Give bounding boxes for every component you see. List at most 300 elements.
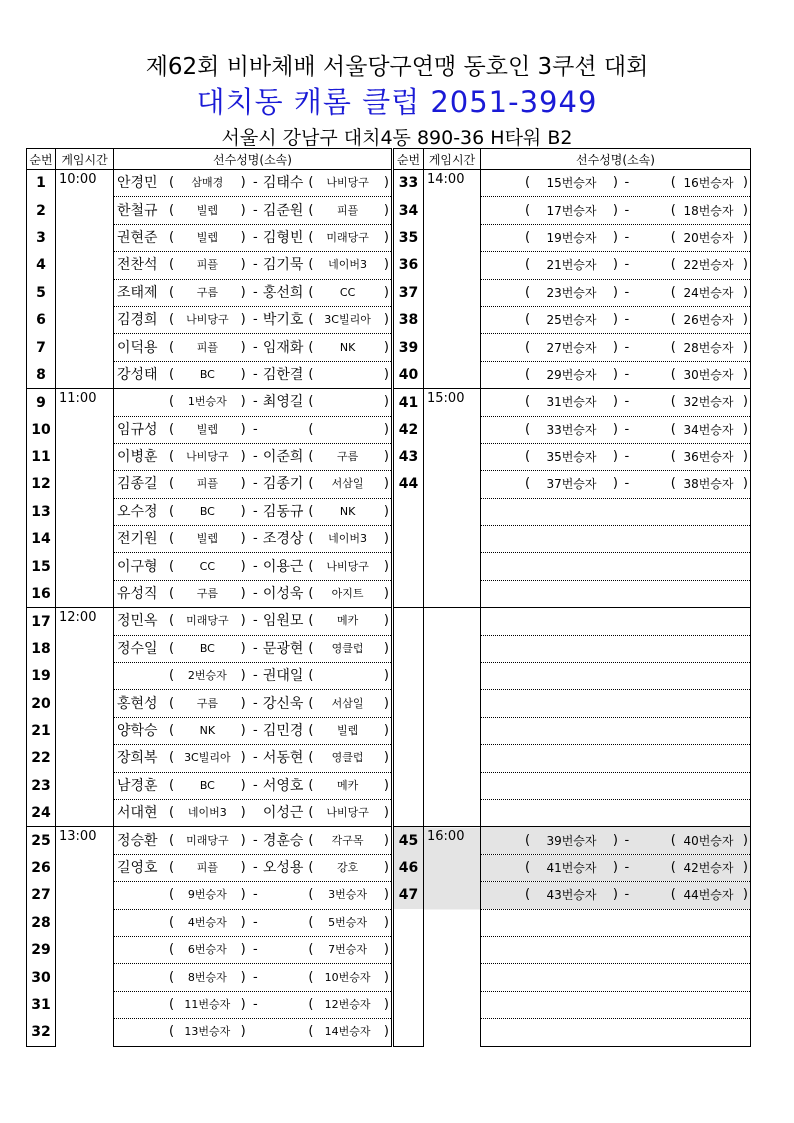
close-paren: ) — [240, 1024, 246, 1040]
match-players — [114, 964, 392, 991]
player2-affiliation: 강호 — [336, 860, 359, 874]
open-paren: ( — [169, 832, 175, 848]
player2-name: 이준희 — [262, 449, 304, 466]
player2-name: 최영길 — [262, 394, 304, 411]
open-paren: ( — [525, 832, 531, 848]
versus-dash: - — [252, 421, 258, 437]
player1-affiliation: 피플 — [196, 860, 218, 874]
close-paren: ) — [383, 996, 389, 1012]
game-time: 16:00 — [424, 827, 481, 1046]
winner1-label: 29번승자 — [546, 367, 597, 382]
open-paren: ( — [308, 996, 314, 1012]
close-paren: ) — [612, 421, 618, 437]
match-row — [27, 608, 392, 635]
player1-affiliation: 1번승자 — [187, 395, 227, 409]
open-paren: ( — [525, 229, 531, 245]
close-paren: ) — [240, 832, 246, 848]
match-number: 20 — [27, 690, 56, 717]
player1-name: 길영호 — [117, 859, 158, 876]
close-paren: ) — [383, 531, 389, 547]
open-paren: ( — [525, 887, 531, 903]
match-players — [481, 745, 751, 772]
match-players — [481, 197, 751, 224]
match-number — [394, 635, 424, 662]
versus-dash: - — [252, 586, 258, 602]
close-paren: ) — [383, 202, 389, 218]
open-paren: ( — [308, 750, 314, 766]
open-paren: ( — [308, 503, 314, 519]
player2-affiliation: 14번승자 — [324, 1025, 371, 1039]
versus-dash: - — [624, 859, 630, 875]
versus-dash: - — [252, 723, 258, 738]
winner2-label: 30번승자 — [683, 367, 734, 382]
match-number: 17 — [27, 608, 56, 635]
match-players — [114, 663, 392, 690]
close-paren: ) — [240, 558, 246, 574]
player1-affiliation: NK — [199, 724, 216, 737]
match-players — [114, 799, 392, 826]
versus-dash: - — [252, 312, 258, 328]
match-number — [394, 690, 424, 717]
close-paren: ) — [240, 257, 246, 273]
versus-dash: - — [252, 859, 258, 875]
open-paren: ( — [308, 229, 314, 245]
close-paren: ) — [240, 723, 246, 738]
player1-affiliation: 9번승자 — [187, 888, 227, 902]
winner2-label: 42번승자 — [683, 860, 734, 875]
winner2-label: 28번승자 — [683, 340, 734, 355]
match-number: 3 — [27, 224, 56, 251]
winner2-label: 22번승자 — [683, 258, 734, 273]
player2-name: 권대일 — [262, 668, 304, 685]
open-paren: ( — [308, 805, 314, 821]
open-paren: ( — [308, 832, 314, 848]
player1-affiliation: 삼매경 — [191, 176, 224, 190]
close-paren: ) — [742, 476, 748, 492]
player1-name: 임규성 — [117, 421, 158, 438]
versus-dash: - — [624, 832, 630, 848]
player2-name: 김준원 — [262, 202, 304, 219]
match-number — [394, 663, 424, 690]
close-paren: ) — [240, 942, 246, 958]
close-paren: ) — [612, 175, 618, 191]
player1-affiliation: 구름 — [196, 696, 218, 710]
open-paren: ( — [169, 586, 175, 602]
match-number: 35 — [394, 224, 424, 251]
open-paren: ( — [169, 449, 175, 465]
match-number: 44 — [394, 471, 424, 498]
match-number: 29 — [27, 936, 56, 963]
close-paren: ) — [240, 394, 246, 410]
player1-name: 서대현 — [117, 805, 158, 822]
player2-name: 박기호 — [262, 312, 304, 329]
venue-address: 서울시 강남구 대치4동 890-36 H타워 B2 — [221, 127, 573, 149]
match-row — [394, 827, 751, 854]
winner1-label: 19번승자 — [546, 230, 597, 245]
match-number: 2 — [27, 197, 56, 224]
versus-dash: - — [624, 284, 630, 300]
player1-name: 안경민 — [117, 175, 158, 192]
close-paren: ) — [383, 284, 389, 300]
open-paren: ( — [308, 202, 314, 218]
open-paren: ( — [169, 750, 175, 766]
game-time: 12:00 — [56, 608, 114, 827]
open-paren: ( — [525, 257, 531, 273]
close-paren: ) — [742, 257, 748, 273]
winner1-label: 21번승자 — [546, 258, 597, 273]
open-paren: ( — [169, 805, 175, 821]
close-paren: ) — [240, 202, 246, 218]
player2-affiliation: 3C빌리아 — [324, 313, 371, 327]
open-paren: ( — [525, 394, 531, 410]
match-number: 1 — [27, 170, 56, 197]
match-number: 11 — [27, 443, 56, 470]
versus-dash: - — [252, 175, 258, 191]
match-number: 7 — [27, 334, 56, 361]
player1-name: 김종길 — [117, 476, 158, 493]
close-paren: ) — [612, 449, 618, 465]
close-paren: ) — [240, 229, 246, 245]
player2-affiliation: 구름 — [336, 450, 359, 464]
versus-dash: - — [252, 558, 258, 574]
open-paren: ( — [525, 202, 531, 218]
close-paren: ) — [383, 175, 389, 191]
player1-name: 유성직 — [117, 586, 158, 603]
open-paren: ( — [169, 969, 175, 985]
match-players — [114, 443, 392, 470]
match-number: 39 — [394, 334, 424, 361]
versus-dash: - — [252, 640, 258, 656]
match-players — [114, 909, 392, 936]
player2-affiliation: 5번승자 — [328, 915, 368, 929]
open-paren: ( — [169, 257, 175, 273]
player2-affiliation: 각구목 — [331, 833, 364, 847]
versus-dash: - — [624, 202, 630, 218]
versus-dash: - — [624, 449, 630, 465]
player2-affiliation: 나비당구 — [326, 806, 369, 820]
match-players — [114, 882, 392, 909]
player2-affiliation: CC — [339, 285, 356, 299]
open-paren: ( — [308, 175, 314, 191]
open-paren: ( — [308, 421, 314, 437]
open-paren: ( — [525, 476, 531, 492]
close-paren: ) — [240, 531, 246, 547]
player2-name: 김태수 — [262, 175, 304, 192]
match-players — [481, 526, 751, 553]
player2-affiliation: 빌렙 — [336, 724, 359, 737]
player2-name: 오성용 — [262, 859, 304, 876]
close-paren: ) — [742, 202, 748, 218]
open-paren: ( — [308, 312, 314, 328]
open-paren: ( — [169, 777, 175, 793]
open-paren: ( — [670, 887, 676, 903]
match-players — [481, 580, 751, 607]
match-players — [481, 882, 751, 909]
player2-name: 문광현 — [262, 640, 304, 657]
match-players — [481, 471, 751, 498]
versus-dash: - — [624, 339, 630, 355]
player1-affiliation: 8번승자 — [187, 970, 227, 984]
winner1-label: 23번승자 — [546, 285, 597, 300]
open-paren: ( — [670, 229, 676, 245]
header-players: 선수성명(소속) — [481, 149, 751, 170]
close-paren: ) — [742, 312, 748, 328]
match-players — [114, 279, 392, 306]
player1-name: 정승환 — [117, 832, 158, 849]
match-players — [481, 361, 751, 388]
close-paren: ) — [240, 449, 246, 465]
close-paren: ) — [383, 394, 389, 410]
versus-dash: - — [252, 996, 258, 1012]
match-players — [114, 170, 392, 197]
open-paren: ( — [525, 859, 531, 875]
versus-dash: - — [624, 366, 630, 382]
open-paren: ( — [308, 887, 314, 903]
versus-dash: - — [252, 777, 258, 793]
close-paren: ) — [383, 668, 389, 684]
match-players — [114, 580, 392, 607]
player1-name: 강성태 — [117, 366, 158, 383]
close-paren: ) — [742, 832, 748, 848]
player1-name: 장희복 — [117, 750, 158, 767]
match-players — [114, 334, 392, 361]
open-paren: ( — [670, 312, 676, 328]
match-number: 45 — [394, 827, 424, 854]
game-time — [424, 608, 481, 827]
close-paren: ) — [383, 366, 389, 382]
winner2-label: 36번승자 — [683, 450, 734, 465]
close-paren: ) — [742, 339, 748, 355]
match-number: 33 — [394, 170, 424, 197]
winner1-label: 15번승자 — [546, 176, 597, 191]
match-number — [394, 772, 424, 799]
match-players — [481, 964, 751, 991]
match-players — [114, 361, 392, 388]
open-paren: ( — [308, 777, 314, 793]
match-number: 30 — [27, 964, 56, 991]
player1-affiliation: BC — [199, 641, 215, 655]
player1-name: 권현준 — [117, 229, 158, 246]
versus-dash: - — [252, 503, 258, 519]
open-paren: ( — [525, 312, 531, 328]
header-time: 게임시간 — [56, 149, 114, 170]
versus-dash: - — [624, 394, 630, 410]
winner2-label: 24번승자 — [683, 285, 734, 300]
match-number — [394, 964, 424, 991]
open-paren: ( — [670, 202, 676, 218]
player1-affiliation: 3C빌리아 — [184, 751, 231, 765]
close-paren: ) — [240, 996, 246, 1012]
versus-dash: - — [252, 695, 258, 711]
match-number: 4 — [27, 252, 56, 279]
match-number — [394, 799, 424, 826]
open-paren: ( — [670, 859, 676, 875]
open-paren: ( — [169, 394, 175, 410]
close-paren: ) — [612, 312, 618, 328]
close-paren: ) — [383, 832, 389, 848]
winner1-label: 41번승자 — [546, 860, 597, 875]
player2-name: 경훈승 — [262, 832, 304, 849]
match-players — [114, 827, 392, 854]
match-players — [114, 1019, 392, 1046]
close-paren: ) — [383, 969, 389, 985]
close-paren: ) — [383, 777, 389, 793]
player2-name: 김기묵 — [262, 257, 304, 274]
open-paren: ( — [308, 284, 314, 300]
open-paren: ( — [308, 613, 314, 629]
game-time: 15:00 — [424, 389, 481, 608]
close-paren: ) — [240, 586, 246, 602]
player2-name: 강신욱 — [262, 695, 304, 712]
match-number: 16 — [27, 580, 56, 607]
close-paren: ) — [742, 449, 748, 465]
match-number: 28 — [27, 909, 56, 936]
match-players — [481, 334, 751, 361]
match-players — [481, 443, 751, 470]
match-players — [481, 635, 751, 662]
close-paren: ) — [383, 229, 389, 245]
versus-dash: - — [624, 887, 630, 903]
match-number — [394, 526, 424, 553]
close-paren: ) — [383, 640, 389, 656]
player2-affiliation: 미래당구 — [326, 230, 369, 244]
match-players — [114, 553, 392, 580]
open-paren: ( — [670, 421, 676, 437]
match-players — [481, 170, 751, 197]
open-paren: ( — [169, 421, 175, 437]
player1-affiliation: 빌렙 — [196, 422, 218, 436]
close-paren: ) — [612, 887, 618, 903]
player2-affiliation: 네이버3 — [328, 258, 368, 272]
player1-name: 한철규 — [117, 202, 158, 219]
match-number: 23 — [27, 772, 56, 799]
player1-affiliation: 나비당구 — [186, 450, 229, 464]
player1-name: 이병훈 — [117, 449, 158, 466]
player2-affiliation: 10번승자 — [324, 970, 371, 984]
player1-affiliation: 빌렙 — [196, 203, 218, 217]
versus-dash: - — [252, 668, 258, 684]
close-paren: ) — [612, 476, 618, 492]
close-paren: ) — [240, 969, 246, 985]
player1-name: 이덕용 — [117, 339, 158, 356]
header-players: 선수성명(소속) — [114, 149, 392, 170]
player2-affiliation: 나비당구 — [326, 176, 369, 190]
close-paren: ) — [383, 1024, 389, 1040]
close-paren: ) — [383, 421, 389, 437]
winner1-label: 37번승자 — [546, 477, 597, 492]
player2-affiliation: 메카 — [336, 614, 359, 628]
player1-affiliation: BC — [199, 504, 215, 518]
close-paren: ) — [612, 832, 618, 848]
venue-name-phone: 대치동 캐롬 클럽 2051-3949 — [196, 85, 598, 119]
match-number: 12 — [27, 471, 56, 498]
match-players — [114, 745, 392, 772]
winner1-label: 35번승자 — [546, 450, 597, 465]
winner2-label: 38번승자 — [683, 477, 734, 492]
match-number — [394, 936, 424, 963]
match-players — [481, 224, 751, 251]
close-paren: ) — [742, 394, 748, 410]
match-players — [114, 635, 392, 662]
match-number: 13 — [27, 498, 56, 525]
open-paren: ( — [670, 449, 676, 465]
open-paren: ( — [308, 668, 314, 684]
open-paren: ( — [525, 339, 531, 355]
player1-name: 이구형 — [117, 558, 158, 575]
match-number — [394, 1019, 424, 1046]
open-paren: ( — [308, 723, 314, 738]
match-number: 32 — [27, 1019, 56, 1046]
open-paren: ( — [308, 394, 314, 410]
match-players — [114, 389, 392, 416]
versus-dash: - — [252, 202, 258, 218]
match-number — [394, 553, 424, 580]
player1-affiliation: 2번승자 — [187, 669, 227, 683]
open-paren: ( — [670, 476, 676, 492]
versus-dash: - — [252, 366, 258, 382]
match-players — [114, 526, 392, 553]
player1-affiliation: 피플 — [196, 258, 218, 272]
close-paren: ) — [383, 476, 389, 492]
player2-name: 서동현 — [262, 750, 304, 767]
versus-dash: - — [252, 257, 258, 273]
open-paren: ( — [169, 668, 175, 684]
versus-dash: - — [252, 531, 258, 547]
open-paren: ( — [308, 1024, 314, 1040]
close-paren: ) — [383, 723, 389, 738]
open-paren: ( — [169, 175, 175, 191]
match-players — [481, 909, 751, 936]
player2-affiliation: 아지트 — [331, 587, 364, 601]
close-paren: ) — [240, 175, 246, 191]
match-number — [394, 608, 424, 635]
open-paren: ( — [670, 257, 676, 273]
player1-affiliation: 6번승자 — [187, 943, 227, 957]
versus-dash: - — [252, 394, 258, 410]
player1-affiliation: 빌렙 — [196, 230, 218, 244]
player2-affiliation: 3번승자 — [328, 888, 368, 902]
player1-name: 남경훈 — [117, 777, 158, 794]
close-paren: ) — [240, 503, 246, 519]
close-paren: ) — [742, 859, 748, 875]
winner2-label: 26번승자 — [683, 313, 734, 328]
player1-name: 전기원 — [117, 531, 158, 548]
open-paren: ( — [308, 257, 314, 273]
player2-affiliation: 메카 — [336, 778, 359, 792]
player1-affiliation: 11번승자 — [184, 997, 231, 1011]
close-paren: ) — [240, 640, 246, 656]
player2-name: 서영호 — [262, 777, 304, 794]
close-paren: ) — [240, 887, 246, 903]
open-paren: ( — [169, 503, 175, 519]
header-num: 순번 — [27, 149, 56, 170]
match-players — [114, 936, 392, 963]
close-paren: ) — [240, 805, 246, 821]
versus-dash: - — [252, 887, 258, 903]
open-paren: ( — [169, 312, 175, 328]
open-paren: ( — [169, 284, 175, 300]
player1-name: 김경희 — [117, 312, 158, 329]
player2-affiliation: 서삼일 — [331, 696, 364, 710]
match-number: 27 — [27, 882, 56, 909]
close-paren: ) — [612, 859, 618, 875]
player1-affiliation: 13번승자 — [184, 1025, 231, 1039]
match-number: 37 — [394, 279, 424, 306]
open-paren: ( — [308, 531, 314, 547]
close-paren: ) — [240, 339, 246, 355]
winner1-label: 27번승자 — [546, 340, 597, 355]
versus-dash: - — [624, 421, 630, 437]
